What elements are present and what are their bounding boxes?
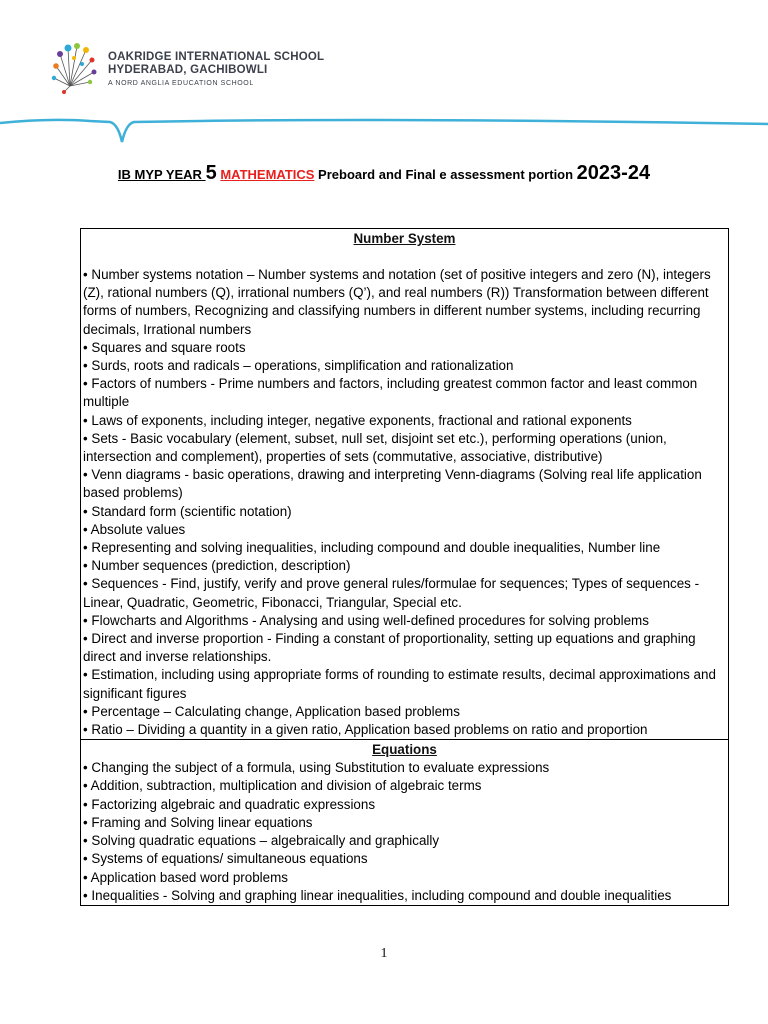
list-item: • Squares and square roots bbox=[83, 339, 726, 357]
school-tagline: A NORD ANGLIA EDUCATION SCHOOL bbox=[108, 80, 254, 87]
school-name-line2: HYDERABAD, GACHIBOWLI bbox=[108, 64, 268, 76]
list-item: • Absolute values bbox=[83, 521, 726, 539]
number-system-section bbox=[81, 229, 728, 739]
dandelion-logo-icon bbox=[50, 40, 106, 96]
list-item: • Surds, roots and radicals – operations, simplification and rationalization bbox=[83, 357, 726, 375]
list-item: • Ratio – Dividing a quantity in a given ratio, Application based problems on ratio and proportion bbox=[83, 721, 726, 739]
title-academic-year: 2023-24 bbox=[576, 162, 651, 184]
list-item: • Laws of exponents, including integer, negative exponents, fractional and rational exponents bbox=[83, 412, 726, 430]
list-item: • Application based word problems bbox=[83, 869, 726, 887]
page-header bbox=[0, 0, 768, 150]
number-system-list bbox=[83, 266, 726, 739]
header-wave-divider bbox=[0, 112, 768, 148]
list-item: • Factorizing algebraic and quadratic expressions bbox=[83, 796, 726, 814]
equations-list bbox=[83, 759, 726, 905]
page-number: 1 bbox=[380, 946, 388, 961]
list-item: • Changing the subject of a formula, using Substitution to evaluate expressions bbox=[83, 759, 726, 777]
title-subject: MATHEMATICS bbox=[220, 167, 315, 182]
list-item: • Sequences - Find, justify, verify and prove general rules/formulae for sequences; Types of sequences - Linear, Quadratic, Geometric, Fibonacci, Triangular, Special etc. bbox=[83, 575, 726, 611]
list-item: • Inequalities - Solving and graphing linear inequalities, including compound and double inequalities bbox=[83, 887, 726, 905]
list-item: • Sets - Basic vocabulary (element, subset, null set, disjoint set etc.), performing operations (union, intersection and complement), properties of sets (commutative, associative, distributive) bbox=[83, 430, 726, 466]
list-item: • Number sequences (prediction, description) bbox=[83, 557, 726, 575]
number-system-heading: Number System bbox=[353, 231, 456, 246]
list-item: • Flowcharts and Algorithms - Analysing and using well-defined procedures for solving problems bbox=[83, 612, 726, 630]
list-item: • Framing and Solving linear equations bbox=[83, 814, 726, 832]
list-item: • Systems of equations/ simultaneous equations bbox=[83, 850, 726, 868]
list-item: • Standard form (scientific notation) bbox=[83, 503, 726, 521]
school-name-line1: OAKRIDGE INTERNATIONAL SCHOOL bbox=[108, 51, 325, 63]
school-name bbox=[108, 51, 324, 77]
list-item: • Factors of numbers - Prime numbers and factors, including greatest common factor and least common multiple bbox=[83, 375, 726, 411]
list-item: • Representing and solving inequalities, including compound and double inequalities, Number line bbox=[83, 539, 726, 557]
equations-heading: Equations bbox=[372, 742, 437, 758]
equations-section bbox=[81, 739, 728, 905]
list-item: • Estimation, including using appropriate forms of rounding to estimate results, decimal approximations and significant figures bbox=[83, 666, 726, 702]
section-spacer bbox=[83, 248, 726, 266]
list-item: • Percentage – Calculating change, Application based problems bbox=[83, 703, 726, 721]
syllabus-table bbox=[80, 228, 729, 906]
list-item: • Number systems notation – Number systems and notation (set of positive integers and zero (N), integers (Z), rational numbers (Q), irrational numbers (Q’), and real numbers (R)) Transformation between different forms of numbers, Recognizing and classifying numbers in different number systems, including recurring decimals, Irrational numbers bbox=[83, 266, 726, 339]
title-year-number: 5 bbox=[205, 162, 217, 184]
list-item: • Direct and inverse proportion - Finding a constant of proportionality, setting up equations and graphing direct and inverse relationships. bbox=[83, 630, 726, 666]
list-item: • Addition, subtraction, multiplication and division of algebraic terms bbox=[83, 777, 726, 795]
title-prefix: IB MYP YEAR bbox=[117, 167, 206, 182]
list-item: • Solving quadratic equations – algebraically and graphically bbox=[83, 832, 726, 850]
list-item: • Venn diagrams - basic operations, drawing and interpreting Venn-diagrams (Solving real life application based problems) bbox=[83, 466, 726, 502]
page-title bbox=[0, 162, 768, 185]
title-middle: Preboard and Final e assessment portion bbox=[314, 167, 577, 182]
